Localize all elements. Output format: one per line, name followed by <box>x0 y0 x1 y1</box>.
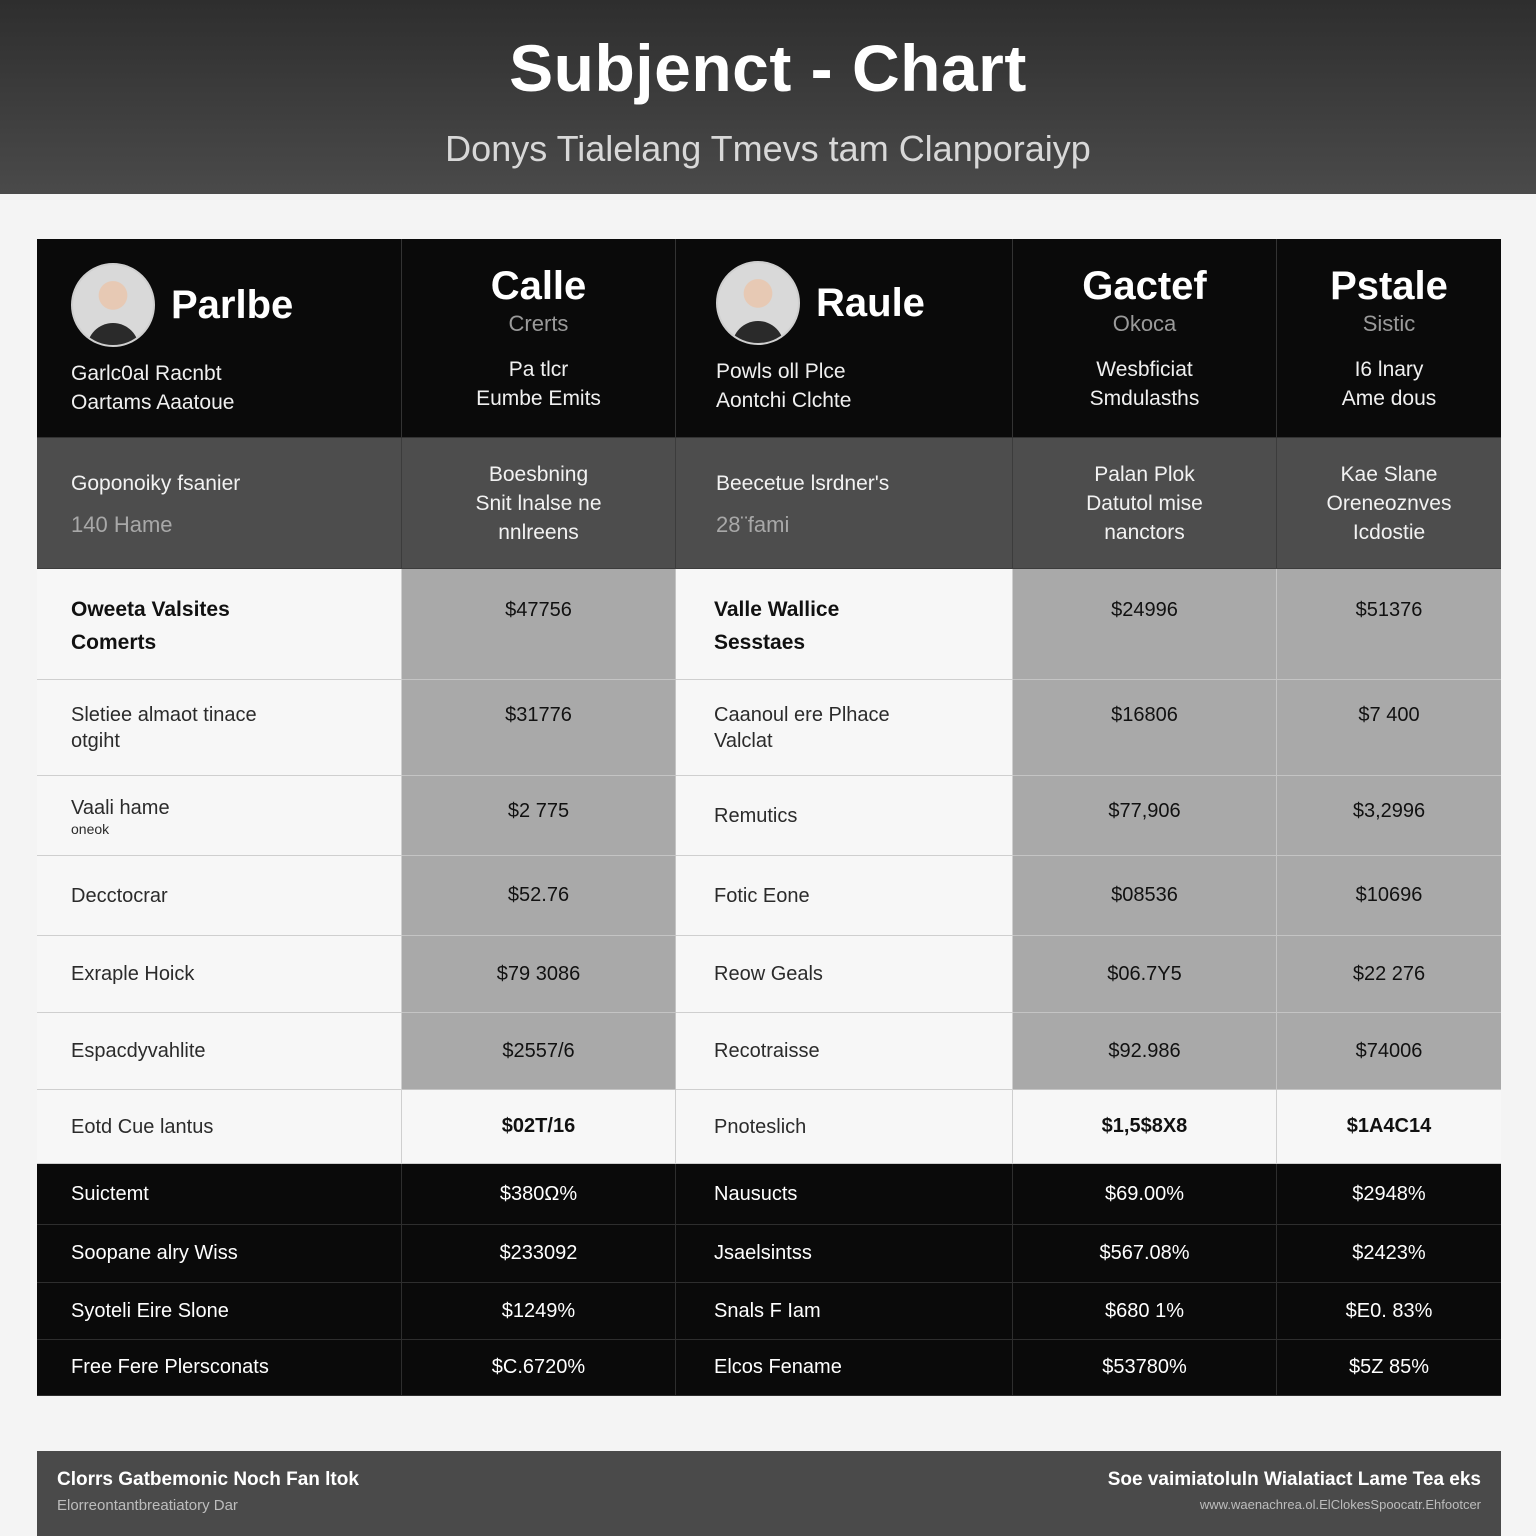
row-label: Elcos Fename <box>714 1356 842 1378</box>
summary-cell <box>1277 1283 1501 1340</box>
summary-cell <box>402 1283 676 1340</box>
summary-cell <box>1277 1164 1501 1225</box>
column-subtitle: Sistic <box>1362 310 1416 336</box>
table-row-label <box>676 680 1013 776</box>
table-cell <box>1277 856 1501 936</box>
column-header-5 <box>1277 239 1501 438</box>
footer-right-subtitle: www.waenachrea.ol.ElClokesSpoocatr.Ehfootcer <box>1199 1497 1481 1512</box>
row-label: Sesstaes <box>714 631 806 654</box>
column-name: Raule <box>816 280 925 325</box>
table-row-label <box>37 776 402 856</box>
column-header-2 <box>402 239 676 438</box>
cell-value: $53780% <box>1102 1356 1187 1378</box>
table-row-label <box>37 936 402 1013</box>
cell-value: $2 775 <box>507 800 570 822</box>
avatar <box>716 261 800 345</box>
column-subtitle: Crerts <box>508 310 569 336</box>
column-header-1 <box>37 239 402 438</box>
cell-value: $24996 <box>1111 599 1178 621</box>
total-cell <box>402 1090 676 1164</box>
column-name: Parlbe <box>171 282 294 327</box>
category-cell <box>1013 438 1277 569</box>
row-label: Exraple Hoick <box>71 963 195 985</box>
row-label: Caanoul ere Plhace <box>714 703 890 726</box>
table-cell <box>402 936 676 1013</box>
cell-value: $74006 <box>1355 1039 1423 1062</box>
avatar <box>71 263 155 347</box>
row-label: Jsaelsintss <box>714 1242 812 1264</box>
cell-value: $380Ω% <box>499 1182 578 1205</box>
table-cell <box>402 569 676 680</box>
table-cell <box>1013 569 1277 680</box>
table-row-label <box>37 680 402 776</box>
category-count: 28¨fami <box>716 511 790 537</box>
summary-row-label <box>37 1283 402 1340</box>
category-label: Snit lnalse ne <box>475 491 602 515</box>
summary-cell <box>402 1340 676 1396</box>
footer-left-title: Clorrs Gatbemonic Noch Fan ltok <box>57 1469 359 1490</box>
row-label: Remutics <box>714 804 798 827</box>
column-desc-line: Ame dous <box>1341 386 1437 410</box>
table-cell <box>1013 856 1277 936</box>
cell-value: $567.08% <box>1099 1242 1190 1264</box>
row-sublabel: oneok <box>71 820 110 837</box>
cell-value: $31776 <box>505 704 572 726</box>
total-cell <box>1277 1090 1501 1164</box>
cell-value: $77,906 <box>1108 800 1181 822</box>
table-row-label <box>37 1013 402 1090</box>
cell-value: $1A4C14 <box>1346 1115 1432 1137</box>
row-label: Espacdyvahlite <box>71 1040 206 1062</box>
cell-value: $52.76 <box>507 884 570 906</box>
row-label: Nausucts <box>714 1182 798 1205</box>
cell-value: $2948% <box>1352 1182 1426 1205</box>
cell-value: $2557/6 <box>502 1039 575 1062</box>
category-cell <box>1277 438 1501 569</box>
table-cell <box>1013 776 1277 856</box>
total-cell <box>1013 1090 1277 1164</box>
row-label: otgiht <box>71 729 120 752</box>
cell-value: $22 276 <box>1352 962 1426 985</box>
table-row-label <box>37 569 402 680</box>
cell-value: $C.6720% <box>491 1356 586 1378</box>
table-row-label <box>676 936 1013 1013</box>
row-label: Syoteli Eire Slone <box>71 1299 229 1322</box>
column-header-3 <box>676 239 1013 438</box>
column-desc-line: I6 lnary <box>1354 357 1424 381</box>
summary-cell <box>402 1164 676 1225</box>
category-label: nanctors <box>1104 520 1185 544</box>
row-label: Pnoteslich <box>714 1115 807 1138</box>
row-label: Suictemt <box>71 1182 149 1205</box>
column-name: Calle <box>490 263 587 308</box>
table-cell <box>1013 936 1277 1013</box>
cell-value: $E0. 83% <box>1345 1299 1433 1322</box>
chart-header <box>0 0 1536 194</box>
category-label: Beecetue lsrdner's <box>716 471 890 495</box>
summary-row-label <box>676 1283 1013 1340</box>
cell-value: $02T/16 <box>501 1115 576 1137</box>
column-desc-line: Eumbe Emits <box>476 386 601 410</box>
table-cell <box>1013 1013 1277 1090</box>
category-label: Goponoiky fsanier <box>71 471 241 495</box>
summary-cell <box>402 1225 676 1283</box>
column-desc-line: Garlc0al Raсnbt <box>71 362 222 385</box>
comparison-table <box>37 239 1501 1396</box>
category-label: Boesbning <box>488 462 589 486</box>
cell-value: $10696 <box>1355 884 1423 906</box>
table-row-label <box>676 569 1013 680</box>
summary-row-label <box>37 1225 402 1283</box>
row-label: Sletiee almaot tinace <box>71 703 257 726</box>
row-label: Comerts <box>71 631 157 654</box>
row-label: Valle Wallice <box>714 598 840 621</box>
table-row-label <box>676 856 1013 936</box>
table-cell <box>1277 680 1501 776</box>
table-cell <box>402 680 676 776</box>
column-desc-line: Wesbficiat <box>1096 357 1193 381</box>
category-label: Datutol mise <box>1086 491 1203 515</box>
cell-value: $51376 <box>1355 599 1423 621</box>
cell-value: $5Z 85% <box>1348 1356 1430 1378</box>
row-label: Vaali hame <box>71 796 170 819</box>
cell-value: $1249% <box>501 1299 576 1322</box>
page-subtitle: Donys Tialelang Tmevs tam Clanporaiyp <box>445 128 1091 169</box>
table-row-label <box>676 1013 1013 1090</box>
summary-cell <box>1013 1340 1277 1396</box>
row-label: Snals F Iam <box>714 1299 821 1322</box>
cell-value: $08536 <box>1111 884 1178 906</box>
summary-cell <box>1013 1225 1277 1283</box>
total-row-label <box>676 1090 1013 1164</box>
column-name: Gactef <box>1082 263 1207 308</box>
row-label: Recotraisse <box>714 1040 820 1062</box>
category-cell <box>676 438 1013 569</box>
column-desc-line: Oartams Aaatoue <box>71 391 235 414</box>
cell-value: $680 1% <box>1105 1299 1184 1322</box>
summary-row-label <box>37 1340 402 1396</box>
column-name: Pstale <box>1330 263 1448 308</box>
column-header-4 <box>1013 239 1277 438</box>
table-row-label <box>37 856 402 936</box>
summary-row-label <box>676 1340 1013 1396</box>
row-label: Decctocrar <box>71 884 168 907</box>
cell-value: $3,2996 <box>1352 800 1426 822</box>
cell-value: $1,5$8X8 <box>1101 1115 1188 1137</box>
cell-value: $92.986 <box>1108 1039 1181 1062</box>
cell-value: $06.7Y5 <box>1107 962 1182 985</box>
column-desc-line: Powls oll Plce <box>716 360 846 383</box>
table-cell <box>1013 680 1277 776</box>
cell-value: $47756 <box>505 599 572 621</box>
footer-bar <box>37 1451 1501 1536</box>
table-cell <box>402 776 676 856</box>
summary-row-label <box>676 1225 1013 1283</box>
category-label: Palan Plok <box>1094 462 1195 486</box>
column-desc-line: Pa tlcr <box>508 357 569 381</box>
category-count: 140 Hame <box>71 511 173 537</box>
row-label: Soopane alry Wiss <box>71 1242 238 1264</box>
cell-value: $2423% <box>1352 1242 1426 1264</box>
summary-cell <box>1013 1164 1277 1225</box>
total-row-label <box>37 1090 402 1164</box>
category-cell <box>37 438 402 569</box>
table-cell <box>402 1013 676 1090</box>
summary-cell <box>1277 1340 1501 1396</box>
column-subtitle: Okoca <box>1112 310 1177 336</box>
table-cell <box>1277 569 1501 680</box>
row-label: Free Fere Plersconats <box>71 1356 269 1378</box>
summary-row-label <box>37 1164 402 1225</box>
page-title: Subjenct - Chart <box>509 31 1027 105</box>
row-label: Reow Geals <box>714 963 823 985</box>
row-label: Eotd Cue lantus <box>71 1115 214 1138</box>
summary-row-label <box>676 1164 1013 1225</box>
footer-right-title: Soe vaimiatoluln Wialatiact Lame Tea eks <box>1107 1469 1481 1490</box>
table-cell <box>1277 1013 1501 1090</box>
category-label: nnlreens <box>498 520 579 544</box>
row-label: Oweeta Valsites <box>71 598 230 621</box>
category-label: Icdostie <box>1352 520 1426 544</box>
table-row-label <box>676 776 1013 856</box>
row-label: Fotic Eone <box>714 884 810 907</box>
category-label: Oreneoznves <box>1326 491 1452 515</box>
category-cell <box>402 438 676 569</box>
cell-value: $233092 <box>499 1242 578 1264</box>
cell-value: $16806 <box>1111 704 1178 726</box>
cell-value: $79 3086 <box>496 962 581 985</box>
table-cell <box>402 856 676 936</box>
column-desc-line: Smdulasths <box>1089 386 1200 410</box>
table-cell <box>1277 936 1501 1013</box>
column-desc-line: Aontchi Clchte <box>716 389 852 412</box>
row-label: Valclat <box>714 729 773 752</box>
cell-value: $69.00% <box>1105 1182 1184 1205</box>
summary-cell <box>1013 1283 1277 1340</box>
cell-value: $7 400 <box>1358 704 1420 726</box>
footer-left-subtitle: Elorreontantbreatiatory Dar <box>57 1497 238 1514</box>
table-cell <box>1277 776 1501 856</box>
category-label: Kae Slane <box>1340 462 1438 486</box>
summary-cell <box>1277 1225 1501 1283</box>
